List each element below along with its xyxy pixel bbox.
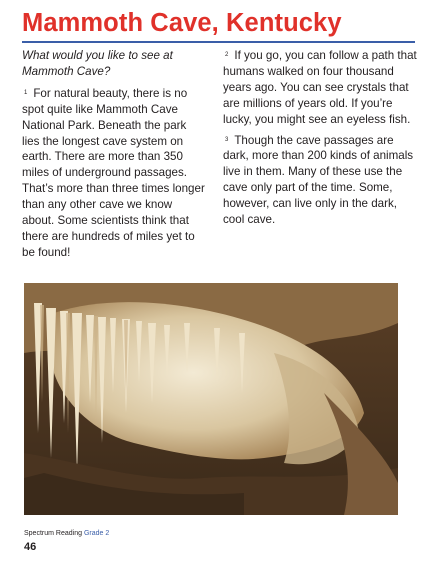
question-text: What would you like to see at Mammoth Cave? <box>22 49 173 78</box>
paragraph-number: 3 <box>225 136 229 143</box>
paragraph-3 <box>223 133 417 228</box>
paragraph-2 <box>223 48 417 128</box>
page-title: Mammoth Cave, Kentucky <box>22 9 342 37</box>
paragraph-text: Though the cave passages are dark, more than 200 kinds of animals live in them. Many of these use the cave only part of the time. Some, however, can live only in the dark, cool cave. <box>223 133 414 227</box>
right-column <box>223 48 417 228</box>
cave-stalactites-photo <box>24 283 398 515</box>
paragraph-number: 2 <box>225 52 229 58</box>
title-rule <box>22 41 415 43</box>
page-number: 46 <box>24 541 37 553</box>
paragraph-text: If you go, you can follow a path that humans walked on four thousand years ago. You can see crystals that are millions of years old. If you’re lucky, you might see an eyeless fish. <box>223 49 417 126</box>
paragraph-number: 1 <box>24 89 28 96</box>
left-column <box>22 48 206 261</box>
paragraph-1 <box>22 86 206 261</box>
footer-credit <box>24 530 109 537</box>
grade-label: Grade 2 <box>83 530 110 537</box>
publisher-name: Spectrum Reading <box>24 530 82 537</box>
paragraph-text: For natural beauty, there is no spot quite like Mammoth Cave National Park. Beneath the park lies the longest cave system on earth. There are more than 350 miles of underground passages. That’s more than three times longer than any other cave we know about. Some scientists think that there are hundreds of miles yet to be found! <box>22 86 205 259</box>
